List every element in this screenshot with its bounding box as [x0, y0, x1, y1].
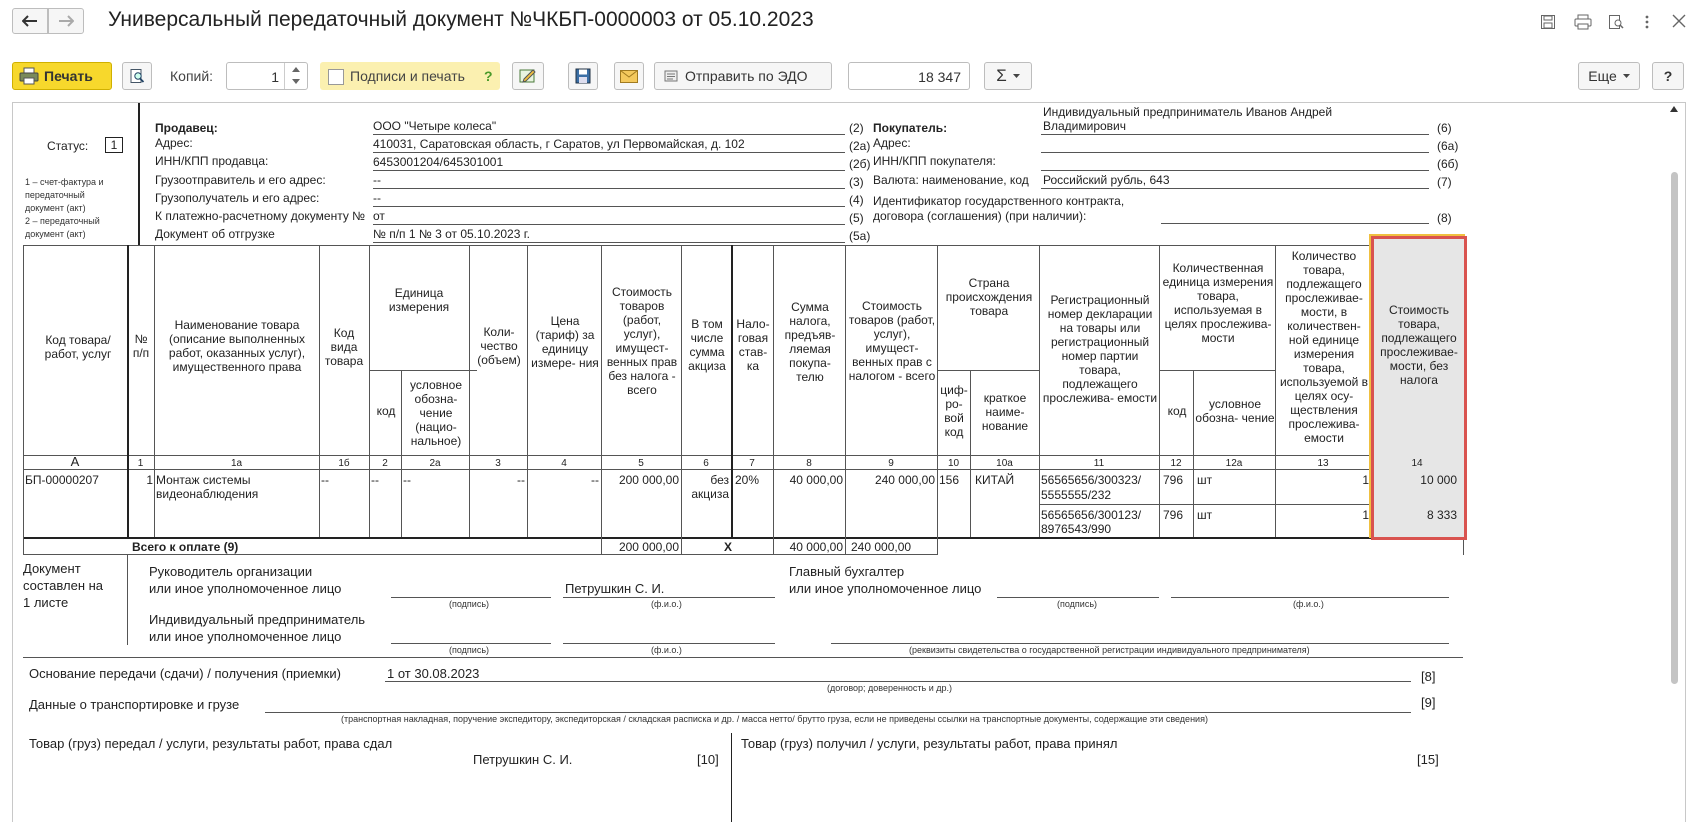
window-title: Универсальный передаточный документ №ЧКБП-0000003 от 05.10.2023 — [108, 8, 814, 31]
scroll-thumb[interactable] — [1671, 172, 1678, 684]
row-cost-total: 240 000,00 — [874, 473, 935, 487]
grid-line — [127, 555, 128, 645]
edit-button[interactable] — [512, 62, 544, 90]
envelope-icon — [620, 70, 638, 83]
status-note: документ (акт) — [25, 229, 86, 239]
col-header-unit-code: код — [376, 404, 396, 418]
ref: (5а) — [849, 229, 871, 243]
shipper-value: -- — [373, 173, 381, 187]
handover-left-ref: [10] — [697, 752, 719, 767]
col-header-qty: Коли- чество (объем) — [477, 325, 521, 367]
save-button[interactable] — [568, 62, 598, 90]
currency-label: Валюта: наименование, код — [873, 173, 1029, 187]
back-button[interactable] — [12, 8, 48, 34]
table-top — [23, 245, 1463, 246]
forward-button[interactable] — [48, 8, 84, 34]
subrow-trace-name: шт — [1197, 473, 1213, 487]
payment-line — [373, 224, 845, 225]
accountant-sign-line — [997, 597, 1159, 598]
subrow-declaration: 56565656/300323/ — [1041, 473, 1142, 487]
column-number: А — [70, 454, 80, 469]
grid-line — [773, 245, 774, 555]
column-number: 4 — [561, 458, 567, 469]
transport-label: Данные о транспортировке и грузе — [29, 697, 240, 712]
row-excise: акциза — [691, 487, 729, 501]
column-number: 11 — [1093, 458, 1105, 469]
sum-mode-dropdown[interactable] — [984, 62, 1032, 90]
shipper-line — [373, 188, 845, 189]
grid-line — [23, 554, 937, 555]
consignee-line — [373, 206, 845, 207]
subrow-declaration: 8976543/990 — [1041, 522, 1112, 536]
col-header-trace-qty: Количество товара, подлежащего прослеживае- мости, в количествен- ной единице измерения товара, используемой в целях осу- ществления прослежива- емости — [1279, 249, 1369, 445]
transport-caption: (транспортная накладная, поручение экспедитору, экспедиторская / складская расписка и др. / масса нетто/ брутто груза, если не приведены ссылки на транспортные документы, содержащие эти сведения) — [341, 714, 1208, 724]
sign-print-checkbox[interactable] — [328, 69, 344, 85]
column-number: 12 — [1170, 458, 1182, 469]
seller-name: ООО "Четыре колеса" — [373, 119, 497, 133]
ref: (6б) — [1437, 157, 1459, 171]
caption: (ф.и.о.) — [1293, 599, 1324, 609]
col-header-cost-total: Стоимость товаров (работ, услуг), имущест- венных прав с налогом - всего — [848, 299, 936, 383]
arrow-left-icon — [22, 15, 38, 27]
row-country-name: КИТАЙ — [975, 473, 1015, 487]
gov-contract-label: Идентификатор государственного контракта, — [873, 194, 1125, 208]
copies-input[interactable] — [226, 62, 308, 90]
accountant-name-line — [1171, 597, 1449, 598]
handover-left-name: Петрушкин С. И. — [473, 752, 573, 767]
floppy-icon — [575, 68, 591, 84]
arrow-right-icon — [58, 15, 74, 27]
row-qty: -- — [517, 473, 525, 487]
caption: (ф.и.о.) — [651, 599, 682, 609]
subrow-trace-code: 796 — [1163, 508, 1184, 522]
status-note: документ (акт) — [25, 203, 86, 213]
head-sign-line — [391, 597, 551, 598]
ref: (5) — [849, 211, 864, 225]
print-label: Печать — [44, 68, 93, 84]
shipment-value: № п/п 1 № 3 от 05.10.2023 г. — [373, 227, 530, 241]
subrow-declaration: 56565656/300123/ — [1041, 508, 1142, 522]
col-header-kind: Код вида товара — [324, 326, 364, 368]
col-header-rate: Нало- говая став- ка — [736, 317, 770, 373]
chevron-down-icon — [1623, 74, 1630, 78]
column-number: 10а — [996, 458, 1013, 469]
head-name-line — [563, 597, 775, 598]
col-header-declaration: Регистрационный номер декларации на товары или регистрационный номер партии товара, подлежащего прослежива- емости — [1042, 293, 1158, 405]
ref: (2а) — [849, 139, 871, 153]
row-tax: 40 000,00 — [789, 473, 843, 487]
preview-icon[interactable] — [1608, 14, 1624, 30]
grid-line — [154, 245, 155, 537]
doc-sheets: 1 листе — [23, 595, 69, 610]
grid-line — [1039, 245, 1040, 537]
handover-divider — [731, 733, 732, 822]
col-header-excise: В том числе сумма акциза — [688, 317, 726, 373]
gov-contract-label: договора (соглашения) (при наличии): — [873, 209, 1087, 223]
grid-line — [601, 245, 602, 555]
row-name: видеонаблюдения — [156, 487, 259, 501]
edit-icon — [519, 68, 537, 84]
seller-label: Продавец: — [155, 121, 218, 135]
column-number: 2 — [382, 458, 388, 469]
caption: (подпись) — [1057, 599, 1098, 609]
grid-line — [23, 245, 24, 555]
grid-line — [23, 537, 1463, 539]
basis-label: Основание передачи (сдачи) / получения (приемки) — [29, 666, 341, 681]
handover-left: Товар (груз) передал / услуги, результаты работ, права сдал — [29, 736, 393, 751]
col-header-country: Страна происхождения товара — [945, 276, 1033, 318]
row-excise: без — [710, 473, 729, 487]
col-header-tax: Сумма налога, предъяв- ляемая покупа- телю — [784, 300, 836, 384]
copies-value: 1 — [271, 69, 279, 85]
sigma-icon: Σ — [996, 66, 1007, 85]
seller-name-line — [373, 134, 845, 135]
grid-line — [1193, 370, 1194, 537]
help-button[interactable] — [1652, 62, 1684, 90]
more-button[interactable] — [1578, 62, 1640, 90]
ref: (3) — [849, 175, 864, 189]
total-cost-no-tax: 200 000,00 — [618, 540, 679, 554]
subrow-trace-cost: 10 000 — [1420, 473, 1457, 487]
row-name: Монтаж системы — [156, 473, 251, 487]
transport-ref: [9] — [1421, 695, 1436, 710]
ref: (2) — [849, 121, 864, 135]
caption: (реквизиты свидетельства о государственной регистрации индивидуального предпринимателя) — [909, 645, 1310, 655]
row-code: БП-00000207 — [25, 473, 99, 487]
row-unit-code: -- — [371, 473, 379, 487]
shipment-line — [373, 242, 845, 243]
transport-line — [265, 712, 1411, 713]
signatures-bottom — [23, 657, 1463, 658]
row-rate: 20% — [735, 473, 760, 487]
basis-line — [385, 681, 1411, 682]
more-vertical-icon[interactable] — [1644, 14, 1650, 30]
status-note: передаточный — [25, 190, 85, 200]
ip-cert-line — [831, 643, 1449, 644]
buyer-inn-line — [1041, 170, 1429, 171]
ref: (2б) — [849, 157, 871, 171]
vertical-scrollbar[interactable] — [1668, 106, 1680, 821]
col-header-unit: Единица измерения — [388, 286, 450, 314]
status-label: Статус: — [47, 139, 89, 153]
basis-caption: (договор; доверенность и др.) — [827, 683, 953, 693]
ref: (6а) — [1437, 139, 1459, 153]
grid-line — [937, 245, 938, 555]
shipment-label: Документ об отгрузке — [155, 227, 275, 241]
header-divider — [138, 103, 140, 245]
scroll-up-icon[interactable] — [1670, 106, 1678, 112]
column-number: 1 — [137, 458, 144, 469]
currency-value: Российский рубль, 643 — [1043, 173, 1170, 187]
help-label: ? — [1663, 68, 1673, 84]
col-header-trace-cost: Стоимость товара, подлежащего прослеживае- мости, без налога — [1380, 303, 1458, 387]
ref: (8) — [1437, 211, 1452, 225]
buyer-label: Покупатель: — [873, 121, 948, 135]
row-unit-name: -- — [403, 473, 411, 487]
ip-sign-line — [391, 643, 551, 644]
ip-label: Индивидуальный предприниматель — [149, 612, 366, 627]
print-button[interactable] — [12, 62, 112, 90]
row-num: 1 — [146, 473, 153, 487]
total-cost-total: 240 000,00 — [851, 540, 912, 554]
basis-ref: [8] — [1421, 669, 1436, 684]
column-number: 2а — [429, 458, 441, 469]
preview-icon — [129, 68, 145, 84]
seller-inn-label: ИНН/КПП продавца: — [155, 154, 269, 168]
total-tax: 40 000,00 — [789, 540, 843, 554]
caption: (подпись) — [449, 645, 490, 655]
column-number: 1б — [338, 458, 350, 469]
col-header-price: Цена (тариф) за единицу измере- ния — [531, 314, 599, 370]
head-label: Руководитель организации — [149, 564, 313, 579]
consignee-value: -- — [373, 191, 381, 205]
total-label: Всего к оплате (9) — [132, 540, 239, 554]
document-icon — [663, 68, 679, 84]
buyer-name-line — [1041, 134, 1429, 135]
column-number: 14 — [1411, 458, 1423, 469]
seller-address-label: Адрес: — [155, 136, 193, 150]
basis-value: 1 от 30.08.2023 — [387, 666, 480, 681]
grid-line — [127, 245, 129, 539]
col-header-country-name: краткое наиме- нование — [981, 391, 1029, 433]
currency-line — [1041, 188, 1429, 189]
column-number: 1а — [230, 458, 243, 469]
preview-button[interactable] — [122, 62, 152, 90]
more-label: Еще — [1588, 68, 1617, 84]
col-header-code: Код товара/ работ, услуг — [44, 333, 112, 361]
ip-name-line — [563, 643, 775, 644]
ref: (4) — [849, 193, 864, 207]
subrow-trace-code: 796 — [1163, 473, 1184, 487]
sign-print-help[interactable]: ? — [484, 68, 493, 84]
chevron-up-icon[interactable] — [292, 67, 300, 72]
subrow-trace-qty: 1 — [1362, 508, 1369, 522]
handover-right-ref: [15] — [1417, 752, 1439, 767]
close-icon[interactable] — [1672, 14, 1686, 28]
sum-value: 18 347 — [918, 69, 961, 85]
total-excise: X — [723, 540, 732, 554]
col-header-num: № п/п — [132, 332, 150, 360]
column-number: 10 — [947, 458, 960, 469]
doc-sheets: Документ — [23, 561, 81, 576]
grid-line — [1159, 245, 1160, 537]
grid-line — [369, 370, 477, 371]
row-price: -- — [591, 473, 599, 487]
grid-line — [681, 245, 682, 555]
column-number: 5 — [638, 458, 644, 469]
grid-line — [469, 245, 470, 537]
sum-field[interactable] — [848, 62, 970, 90]
ref: (7) — [1437, 175, 1452, 189]
grid-line — [527, 245, 528, 537]
row-kind: -- — [321, 473, 329, 487]
col-header-country-code: циф- ро- вой код — [940, 383, 968, 439]
column-number: 8 — [806, 458, 812, 469]
column-number: 3 — [495, 458, 501, 469]
buyer-name: Владимирович — [1043, 119, 1127, 133]
ref: (6) — [1437, 121, 1452, 135]
status-value: 1 — [105, 137, 123, 153]
column-number: 9 — [888, 458, 894, 469]
payment-label: К платежно-расчетному документу № — [155, 209, 366, 223]
column-number: 12а — [1225, 458, 1243, 469]
grid-line — [369, 245, 370, 537]
send-edo-button[interactable] — [654, 62, 832, 90]
row-cost-no-tax: 200 000,00 — [618, 473, 679, 487]
chevron-down-icon[interactable] — [292, 79, 300, 84]
grid-line — [1275, 245, 1276, 537]
handover-right: Товар (груз) получил / услуги, результаты работ, права принял — [741, 736, 1118, 751]
accountant-label: Главный бухгалтер — [789, 564, 905, 579]
grid-line — [937, 370, 1039, 371]
buyer-address-label: Адрес: — [873, 136, 911, 150]
email-button[interactable] — [614, 62, 644, 90]
grid-line — [401, 370, 402, 537]
buyer-address-line — [1041, 152, 1429, 153]
gov-contract-line — [1161, 223, 1429, 224]
subrow-declaration: 5555555/232 — [1041, 488, 1112, 502]
shipper-label: Грузоотправитель и его адрес: — [155, 173, 326, 187]
doc-sheets: составлен на — [23, 578, 104, 593]
consignee-label: Грузополучатель и его адрес: — [155, 191, 320, 205]
payment-value: от — [373, 209, 385, 223]
send-edo-label: Отправить по ЭДО — [685, 68, 808, 84]
printer-icon — [19, 67, 39, 85]
buyer-inn-label: ИНН/КПП покупателя: — [873, 154, 996, 168]
seller-inn: 6453001204/645301001 — [373, 155, 504, 169]
save-icon[interactable] — [1540, 14, 1556, 30]
grid-line — [845, 245, 846, 555]
col-header-name: Наименование товара (описание выполненных работ, оказанных услуг), имущественного права — [168, 318, 306, 374]
head-label: или иное уполномоченное лицо — [149, 581, 342, 596]
seller-inn-line — [373, 170, 845, 171]
col-header-trace-unit: Количественная единица измерения товара, используемая в целях прослежива- мости — [1162, 261, 1274, 345]
col-header-trace-code: код — [1167, 404, 1187, 418]
status-note: 2 – передаточный — [25, 216, 100, 226]
column-number: 13 — [1317, 458, 1329, 469]
head-name: Петрушкин С. И. — [565, 581, 665, 596]
col-header-unit-name: условное обозна- чение (нацио- нальное) — [409, 378, 463, 448]
grid-line — [1159, 370, 1275, 371]
subrow-trace-cost: 8 333 — [1426, 508, 1457, 522]
sign-print-toggle[interactable] — [320, 62, 500, 90]
row-country-code: 156 — [939, 473, 960, 487]
copies-stepper[interactable] — [284, 63, 307, 89]
col-header-trace-name: условное обозна- чение — [1195, 397, 1275, 425]
seller-address: 410031, Саратовская область, г Саратов, ул Первомайская, д. 102 — [373, 137, 745, 151]
grid-line — [731, 245, 733, 537]
buyer-name: Индивидуальный предприниматель Иванов Андрей — [1043, 105, 1333, 119]
accountant-label: или иное уполномоченное лицо — [789, 581, 982, 596]
subrow-trace-qty: 1 — [1362, 473, 1369, 487]
copies-label: Копий: — [170, 68, 214, 84]
caption: (ф.и.о.) — [651, 645, 682, 655]
seller-address-line — [373, 152, 845, 153]
column-number: 7 — [749, 458, 755, 469]
chevron-down-icon — [1013, 74, 1020, 78]
sign-print-label: Подписи и печать — [350, 68, 465, 84]
col-header-cost-no-tax: Стоимость товаров (работ, услуг), имущест- венных прав без налога - всего — [606, 285, 678, 397]
grid-line — [319, 245, 320, 537]
status-note: 1 – счет-фактура и — [25, 177, 104, 187]
printer-icon[interactable] — [1574, 14, 1592, 30]
subrow-trace-name: шт — [1197, 508, 1213, 522]
ip-label: или иное уполномоченное лицо — [149, 629, 342, 644]
column-number: 6 — [703, 458, 709, 469]
grid-line — [23, 455, 1463, 456]
caption: (подпись) — [449, 599, 490, 609]
document-preview[interactable] — [12, 102, 1686, 822]
